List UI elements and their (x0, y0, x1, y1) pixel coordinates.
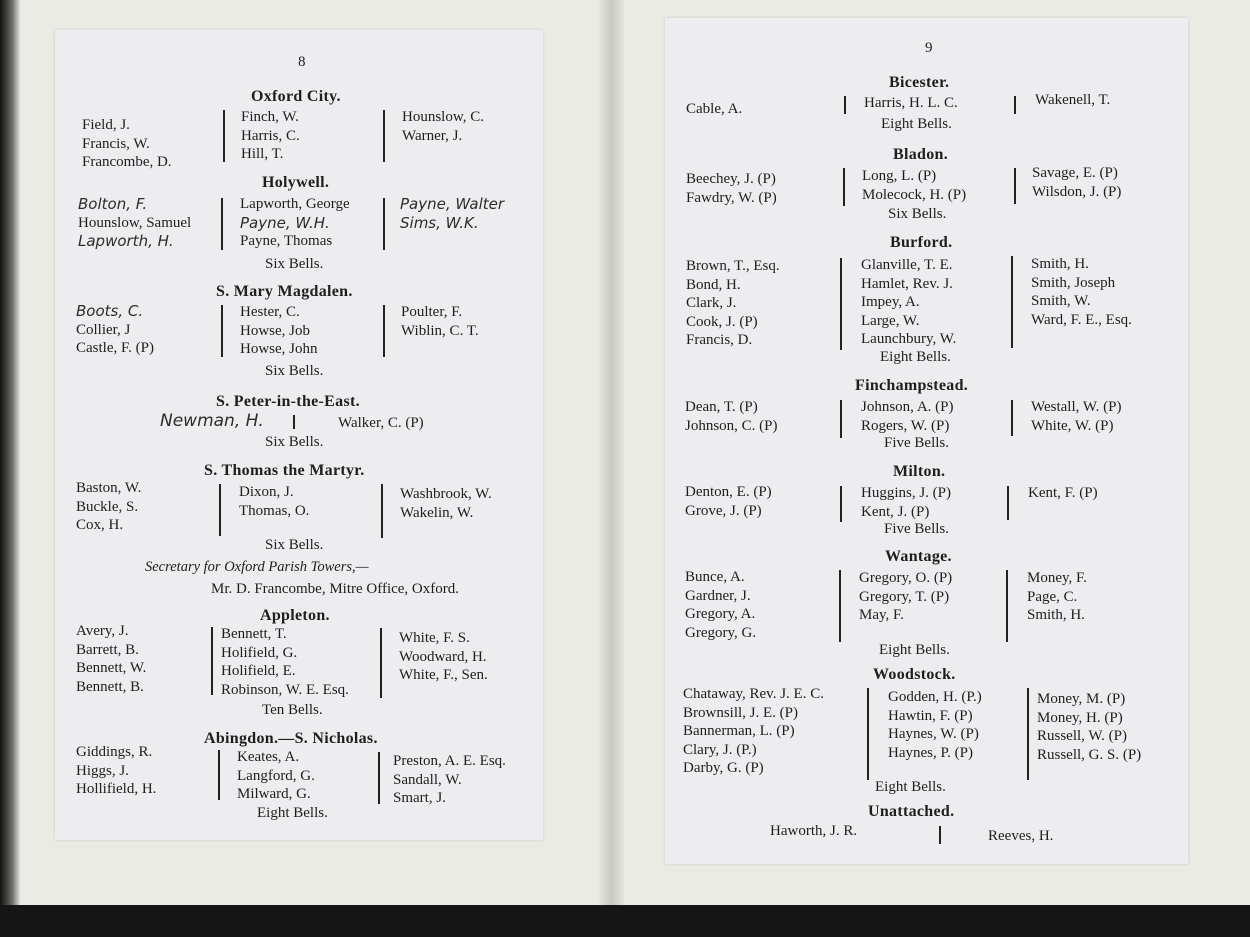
name-column (241, 108, 300, 164)
name: Wiblin, C. T. (401, 322, 479, 339)
name: White, F. S. (399, 630, 470, 646)
name: Darby, G. (P) (683, 760, 764, 776)
name: Haynes, W. (P) (888, 726, 979, 742)
name: Harris, H. L. C. (864, 95, 958, 111)
name: Barrett, B. (76, 641, 139, 658)
name: Keates, A. (237, 749, 300, 765)
section-title: Abingdon.—S. Nicholas. (204, 730, 378, 747)
name: Russell, W. (P) (1037, 728, 1128, 744)
name: Glanville, T. E. (861, 257, 953, 273)
name-column (888, 688, 982, 762)
name: Thomas, O. (239, 502, 310, 519)
name: Gardner, J. (685, 587, 751, 604)
column-divider (218, 750, 220, 800)
name: Field, J. (82, 117, 130, 133)
section-title: Burford. (890, 234, 953, 251)
column-divider (843, 168, 845, 206)
name: Chataway, Rev. J. E. C. (683, 686, 824, 702)
left-edge-shadow (0, 0, 20, 910)
name: Warner, J. (402, 127, 463, 144)
name-column (685, 483, 772, 520)
name-column (1035, 91, 1110, 110)
name: Francombe, D. (82, 154, 172, 170)
name: Cox, H. (76, 517, 124, 533)
column-divider (223, 110, 225, 162)
name-column (221, 625, 349, 699)
name: Bennett, T. (221, 626, 287, 642)
name: Baston, W. (76, 480, 142, 496)
name: White, F., Sen. (399, 667, 488, 683)
name: Preston, A. E. Esq. (393, 753, 506, 769)
name: Russell, G. S. (P) (1037, 746, 1142, 763)
column-divider (1011, 256, 1013, 348)
column-divider (1014, 168, 1016, 204)
column-divider (293, 415, 295, 429)
name: Smart, J. (393, 790, 446, 806)
name-column (864, 94, 958, 113)
section-title: Holywell. (262, 174, 330, 191)
name: Reeves, H. (988, 828, 1054, 844)
name: Howse, Job (240, 322, 310, 339)
name: Washbrook, W. (400, 486, 492, 502)
bells-note: Eight Bells. (880, 349, 951, 365)
name: Buckle, S. (76, 498, 139, 515)
name-column (685, 568, 756, 642)
bells-note: Eight Bells. (257, 805, 328, 821)
section-title: Oxford City. (251, 88, 341, 105)
name: Wilsdon, J. (P) (1032, 183, 1122, 200)
column-divider (867, 688, 869, 780)
name: Money, F. (1027, 570, 1087, 586)
name: Sandall, W. (393, 771, 462, 788)
column-divider (1014, 96, 1016, 114)
name: Johnson, A. (P) (861, 399, 954, 415)
name: Bannerman, L. (P) (683, 723, 795, 739)
section-title: S. Mary Magdalen. (216, 283, 353, 300)
handwritten-name: Bolton, F. (78, 195, 148, 213)
column-divider (839, 570, 841, 642)
name-column (1037, 690, 1141, 764)
name-column (686, 100, 742, 119)
column-divider (219, 484, 221, 536)
name: Holifield, E. (221, 663, 296, 679)
name-column (862, 167, 966, 204)
column-divider (381, 484, 383, 538)
name-column (861, 398, 954, 435)
column-divider (383, 110, 385, 162)
section-title: Bicester. (889, 74, 950, 91)
column-divider (840, 400, 842, 438)
secretary-address: Mr. D. Francombe, Mitre Office, Oxford. (211, 581, 459, 597)
name: Higgs, J. (76, 762, 129, 779)
name: Hounslow, C. (402, 109, 484, 125)
name: Hamlet, Rev. J. (861, 275, 953, 292)
name: Money, H. (P) (1037, 709, 1123, 726)
name: Gregory, A. (685, 606, 756, 622)
name-column (1032, 164, 1121, 201)
page-number: 8 (298, 54, 306, 70)
bells-note: Six Bells. (265, 434, 324, 450)
bells-note: Six Bells. (888, 206, 947, 222)
secretary-note (145, 559, 369, 576)
name-column (1031, 255, 1132, 329)
name-column (402, 108, 484, 145)
bells-note: Six Bells. (265, 363, 324, 379)
name: Smith, Joseph (1031, 274, 1116, 291)
name: Francis, D. (686, 332, 753, 348)
name: Payne, Thomas (240, 233, 333, 249)
name-column (239, 483, 309, 520)
section-title: Bladon. (893, 146, 949, 163)
column-divider (844, 96, 846, 114)
name: Milward, G. (237, 786, 311, 802)
name: Long, L. (P) (862, 168, 937, 184)
column-divider (1006, 570, 1008, 642)
column-divider (840, 486, 842, 522)
name-column (686, 170, 777, 207)
name-column (1027, 569, 1087, 625)
name-column (399, 629, 488, 685)
name: Robinson, W. E. Esq. (221, 681, 349, 698)
name: Huggins, J. (P) (861, 485, 952, 501)
section-title: S. Peter-in-the-East. (216, 393, 360, 410)
section-title: Milton. (893, 463, 946, 480)
handwritten-name: Newman, H. (160, 411, 264, 431)
name: Impey, A. (861, 294, 920, 310)
name: Rogers, W. (P) (861, 417, 950, 434)
name: Walker, C. (P) (338, 415, 424, 431)
name: May, F. (859, 607, 904, 623)
name-column (683, 685, 824, 778)
name: Wakelin, W. (400, 504, 474, 521)
name: Dean, T. (P) (685, 399, 758, 415)
name: Fawdry, W. (P) (686, 189, 777, 206)
handwritten-name: Sims, W.K. (400, 213, 479, 232)
name: Kent, F. (P) (1028, 485, 1098, 501)
name-column (240, 195, 350, 251)
name: Cook, J. (P) (686, 313, 758, 330)
handwritten-name: Lapworth, H. (78, 232, 174, 250)
name: Wakenell, T. (1035, 92, 1111, 108)
name: Hounslow, Samuel (78, 214, 192, 231)
name: Clark, J. (686, 295, 737, 311)
name-column (401, 303, 479, 340)
name-column (240, 303, 318, 359)
name: Kent, J. (P) (861, 503, 930, 520)
section-title: S. Thomas the Martyr. (204, 462, 365, 479)
book-gutter (598, 0, 624, 910)
name: Smith, W. (1031, 293, 1091, 309)
name: Brown, T., Esq. (686, 258, 780, 274)
name-column (237, 748, 315, 804)
name: Ward, F. E., Esq. (1031, 311, 1132, 328)
name: Francis, W. (82, 135, 150, 152)
name: Bennett, B. (76, 678, 144, 695)
name-column (78, 195, 191, 251)
bells-note: Six Bells. (265, 537, 324, 553)
name: Harris, C. (241, 127, 300, 144)
name-column (861, 256, 956, 349)
name: Hollifield, H. (76, 781, 157, 797)
name-column (686, 257, 780, 350)
name: Gregory, G. (685, 624, 757, 641)
section-title: Finchampstead. (855, 377, 969, 394)
column-divider (1007, 486, 1009, 520)
name: Brownsill, J. E. (P) (683, 704, 799, 721)
name: Woodward, H. (399, 648, 487, 665)
name: Bennett, W. (76, 660, 147, 676)
name: Hawtin, F. (P) (888, 707, 973, 724)
name: Large, W. (861, 312, 920, 329)
name: Hester, C. (240, 304, 300, 320)
handwritten-name: Boots, C. (76, 302, 144, 320)
column-divider (221, 198, 223, 250)
column-divider (383, 305, 385, 357)
bells-note: Six Bells. (265, 256, 324, 272)
name: Gregory, T. (P) (859, 588, 950, 605)
name: Dixon, J. (239, 484, 294, 500)
name: White, W. (P) (1031, 417, 1114, 434)
name-column (76, 622, 146, 696)
name-column (859, 569, 952, 625)
name: Denton, E. (P) (685, 484, 772, 500)
section-title: Woodstock. (873, 666, 956, 683)
bells-note: Ten Bells. (262, 702, 323, 718)
name: Castle, F. (P) (76, 340, 154, 356)
column-divider (211, 627, 213, 695)
name: Molecock, H. (P) (862, 186, 967, 203)
secretary-title: Secretary for Oxford Parish Towers,— (145, 559, 369, 575)
name-column (400, 195, 504, 232)
name: Finch, W. (241, 109, 299, 125)
bells-note: Eight Bells. (881, 116, 952, 132)
name: Savage, E. (P) (1032, 165, 1118, 181)
name: Bunce, A. (685, 569, 745, 585)
name: Grove, J. (P) (685, 502, 762, 519)
column-divider (1027, 688, 1029, 780)
column-divider (840, 258, 842, 350)
name-column (1031, 398, 1121, 435)
bells-note: Eight Bells. (875, 779, 946, 795)
section-title: Unattached. (868, 803, 955, 820)
name-column (82, 116, 172, 172)
section-title: Wantage. (885, 548, 952, 565)
bells-note: Eight Bells. (879, 642, 950, 658)
handwritten-name: Payne, Walter (400, 195, 505, 213)
name: Money, M. (P) (1037, 691, 1126, 707)
name-column (393, 752, 506, 808)
name: Smith, H. (1027, 607, 1085, 623)
name: Giddings, R. (76, 744, 153, 760)
name: Holifield, G. (221, 644, 298, 661)
page-number: 9 (925, 40, 933, 56)
name: Beechey, J. (P) (686, 171, 776, 187)
name-column (400, 485, 492, 522)
column-divider (1011, 400, 1013, 436)
name: Launchbury, W. (861, 331, 957, 347)
name: Collier, J (76, 321, 131, 338)
name-column (76, 743, 156, 799)
name: Haworth, J. R. (770, 823, 858, 839)
column-divider (383, 198, 385, 250)
name-column (76, 479, 141, 535)
section-title: Appleton. (260, 607, 330, 624)
name: Smith, H. (1031, 256, 1089, 272)
bells-note: Five Bells. (884, 435, 950, 451)
name: Howse, John (240, 341, 318, 357)
name: Clary, J. (P.) (683, 741, 757, 758)
name: Godden, H. (P.) (888, 689, 982, 705)
name: Hill, T. (241, 146, 284, 162)
name: Avery, J. (76, 623, 129, 639)
name: Johnson, C. (P) (685, 417, 778, 434)
column-divider (378, 752, 380, 804)
name: Lapworth, George (240, 196, 350, 212)
name: Bond, H. (686, 276, 741, 293)
name-column (685, 398, 778, 435)
column-divider (221, 305, 223, 357)
name: Poulter, F. (401, 304, 463, 320)
bells-note: Five Bells. (884, 521, 950, 537)
name: Gregory, O. (P) (859, 570, 953, 586)
name-column (861, 484, 951, 521)
handwritten-name: Payne, W.H. (240, 213, 330, 232)
column-divider (939, 826, 941, 844)
name: Langford, G. (237, 767, 315, 784)
name: Haynes, P. (P) (888, 744, 973, 761)
name: Page, C. (1027, 588, 1078, 605)
name-column (76, 302, 154, 358)
name-column (1028, 484, 1098, 503)
column-divider (380, 628, 382, 698)
name: Cable, A. (686, 101, 743, 117)
bottom-shadow (0, 905, 1250, 937)
name: Westall, W. (P) (1031, 399, 1122, 415)
